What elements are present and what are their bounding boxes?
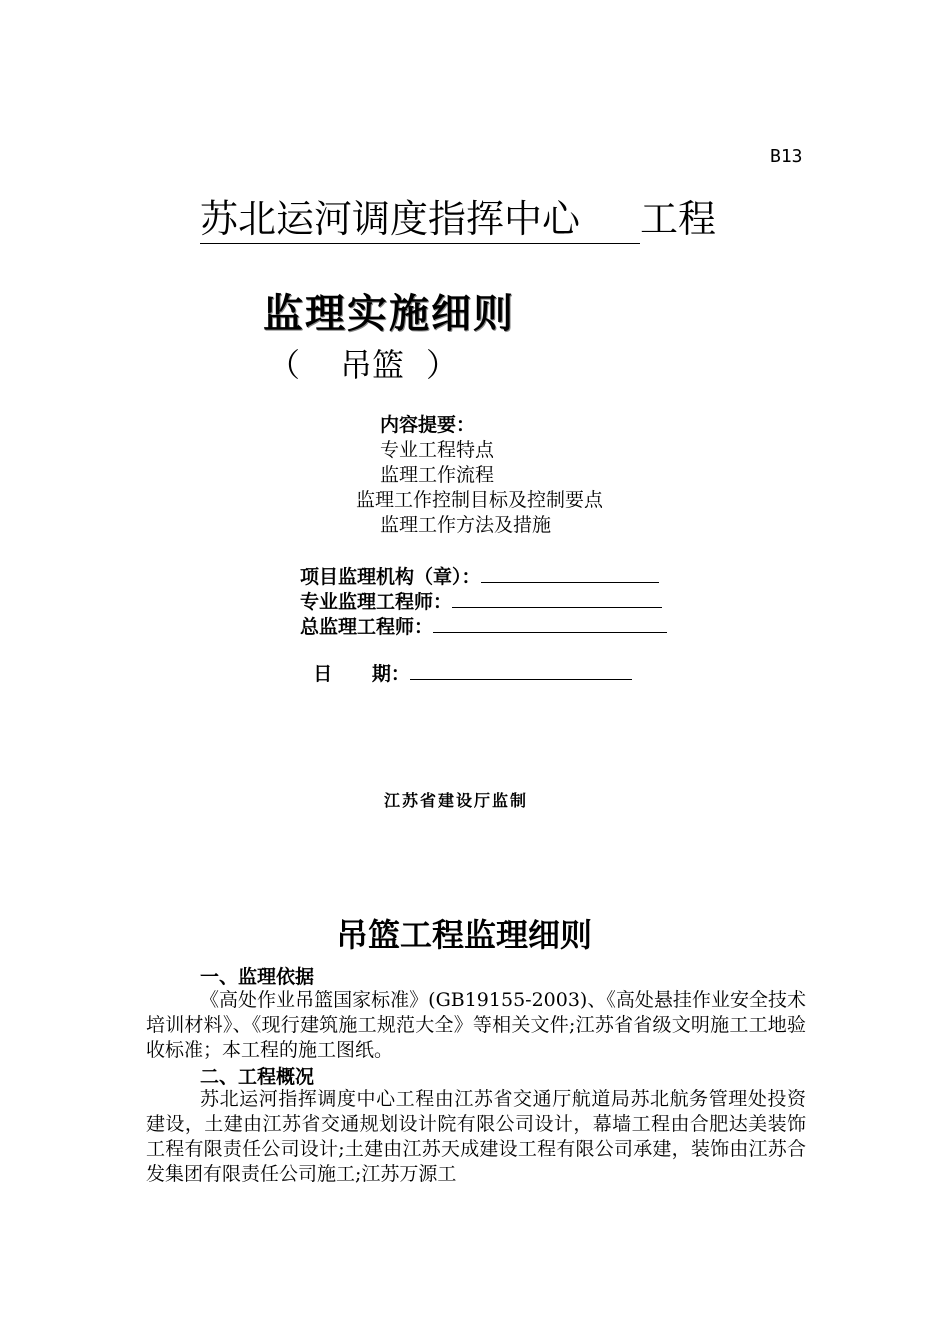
toc-item: 监理工作流程: [380, 464, 495, 486]
section-heading: 二、工程概况: [200, 1066, 315, 1088]
signature-line: [481, 562, 659, 583]
section-title: 吊篮工程监理细则: [336, 916, 593, 954]
signature-label: 日 期：: [313, 663, 410, 685]
section-heading: 一、监理依据: [200, 966, 315, 988]
subtitle-open-paren: （: [268, 346, 301, 384]
subtitle-text: 吊篮: [340, 346, 405, 384]
section-paragraph: 苏北运河指挥调度中心工程由江苏省交通厅航道局苏北航务管理处投资建设，土建由江苏省交通规划设计院有限公司设计，幕墙工程由合肥达美装饰工程有限责任公司设计;土建由江苏天成建设工程有限公司承建，装饰由江苏合发集团有限责任公司施工;江苏万源工: [146, 1088, 806, 1185]
toc-heading: 内容提要：: [380, 414, 476, 436]
section-paragraph: 《高处作业吊篮国家标准》(GB19155-2003)、《高处悬挂作业安全技术培训材料》、《现行建筑施工规范大全》等相关文件;江苏省省级文明施工工地验收标准；本工程的施工图纸。: [146, 989, 806, 1061]
project-name: 苏北运河调度指挥中心: [200, 188, 640, 244]
signature-line: [433, 612, 667, 633]
signature-agency: [300, 562, 659, 589]
toc-item: 专业工程特点: [380, 439, 495, 461]
signature-line: [410, 659, 632, 680]
signature-label: 项目监理机构（章）：: [300, 566, 481, 588]
project-title: [200, 188, 716, 244]
toc-item: 监理工作方法及措施: [380, 514, 552, 536]
signature-label: 专业监理工程师：: [300, 591, 453, 613]
signature-date: [300, 637, 632, 686]
signature-engineer: [300, 587, 662, 614]
issuer-footer: 江苏省建设厅监制: [384, 791, 529, 810]
main-title: 监理实施细则: [263, 291, 515, 337]
subtitle: [268, 340, 458, 386]
toc-item: 监理工作控制目标及控制要点: [356, 489, 604, 511]
document-code: B13: [770, 146, 803, 167]
signature-line: [452, 587, 662, 608]
project-suffix: 工程: [640, 197, 717, 241]
subtitle-close-paren: ）: [426, 346, 459, 384]
signature-label: 总监理工程师：: [300, 616, 434, 638]
signature-chief-engineer: [300, 612, 667, 639]
